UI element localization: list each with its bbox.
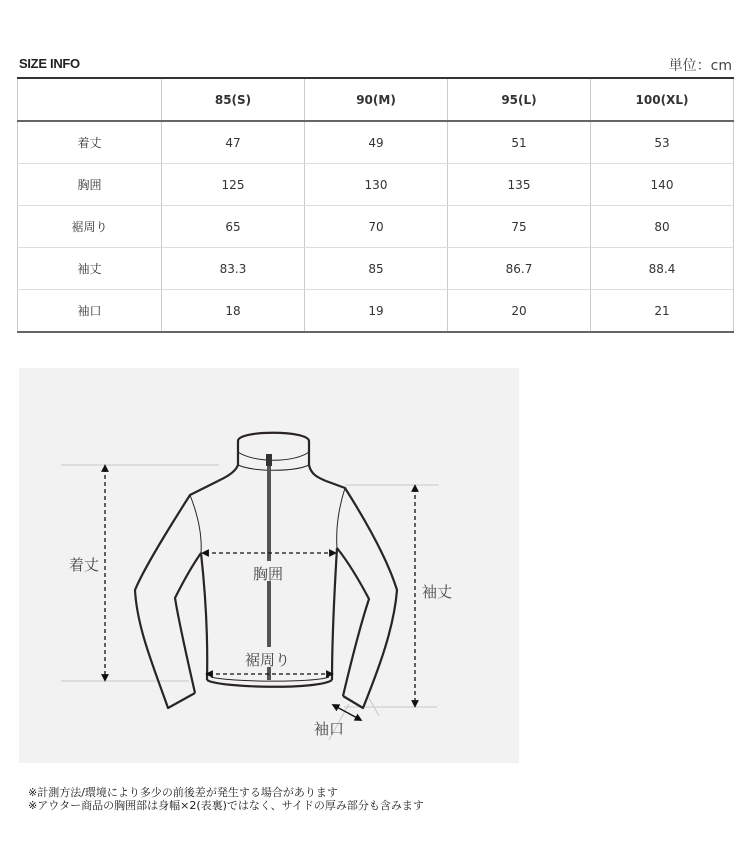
table-row (18, 248, 734, 290)
cell: 19 (305, 290, 448, 333)
unit-label: 単位：cm (668, 58, 732, 74)
cell: 49 (305, 121, 448, 164)
cell: 140 (591, 164, 734, 206)
cell: 51 (448, 121, 591, 164)
note-line: ※アウター商品の胸囲部は身幅×2(表裏)ではなく、サイドの厚み部分も含みます (28, 799, 424, 812)
cell: 88.4 (591, 248, 734, 290)
cell: 135 (448, 164, 591, 206)
cell: 130 (305, 164, 448, 206)
cell: 18 (162, 290, 305, 333)
header-cell-xl: 100(XL) (591, 78, 734, 121)
row-label: 裾周り (18, 206, 162, 248)
header-cell-m: 90(M) (305, 78, 448, 121)
row-label: 着丈 (18, 121, 162, 164)
cell: 53 (591, 121, 734, 164)
cell: 83.3 (162, 248, 305, 290)
table-row (18, 121, 734, 164)
size-table (17, 77, 734, 333)
cell: 86.7 (448, 248, 591, 290)
row-label: 袖丈 (18, 248, 162, 290)
cell: 125 (162, 164, 305, 206)
measurement-diagram (19, 368, 519, 763)
table-row (18, 164, 734, 206)
header-cell-l: 95(L) (448, 78, 591, 121)
cell: 85 (305, 248, 448, 290)
cell: 20 (448, 290, 591, 333)
sleeve-length-label: 袖丈 (422, 583, 453, 601)
row-label: 胸囲 (18, 164, 162, 206)
size-info-title: SIZE INFO (19, 56, 80, 71)
table-header-row (18, 78, 734, 121)
cell: 65 (162, 206, 305, 248)
header-cell-empty (18, 78, 162, 121)
cell: 70 (305, 206, 448, 248)
length-label: 着丈 (69, 556, 100, 574)
cuff-label: 袖口 (314, 720, 345, 738)
cell: 21 (591, 290, 734, 333)
cell: 75 (448, 206, 591, 248)
chest-label: 胸囲 (253, 565, 284, 583)
note-line: ※計測方法/環境により多少の前後差が発生する場合があります (28, 786, 338, 799)
cell: 80 (591, 206, 734, 248)
hem-label: 裾周り (245, 651, 291, 669)
table-row (18, 290, 734, 333)
row-label: 袖口 (18, 290, 162, 333)
table-row (18, 206, 734, 248)
notes (28, 786, 424, 812)
header-cell-s: 85(S) (162, 78, 305, 121)
cell: 47 (162, 121, 305, 164)
